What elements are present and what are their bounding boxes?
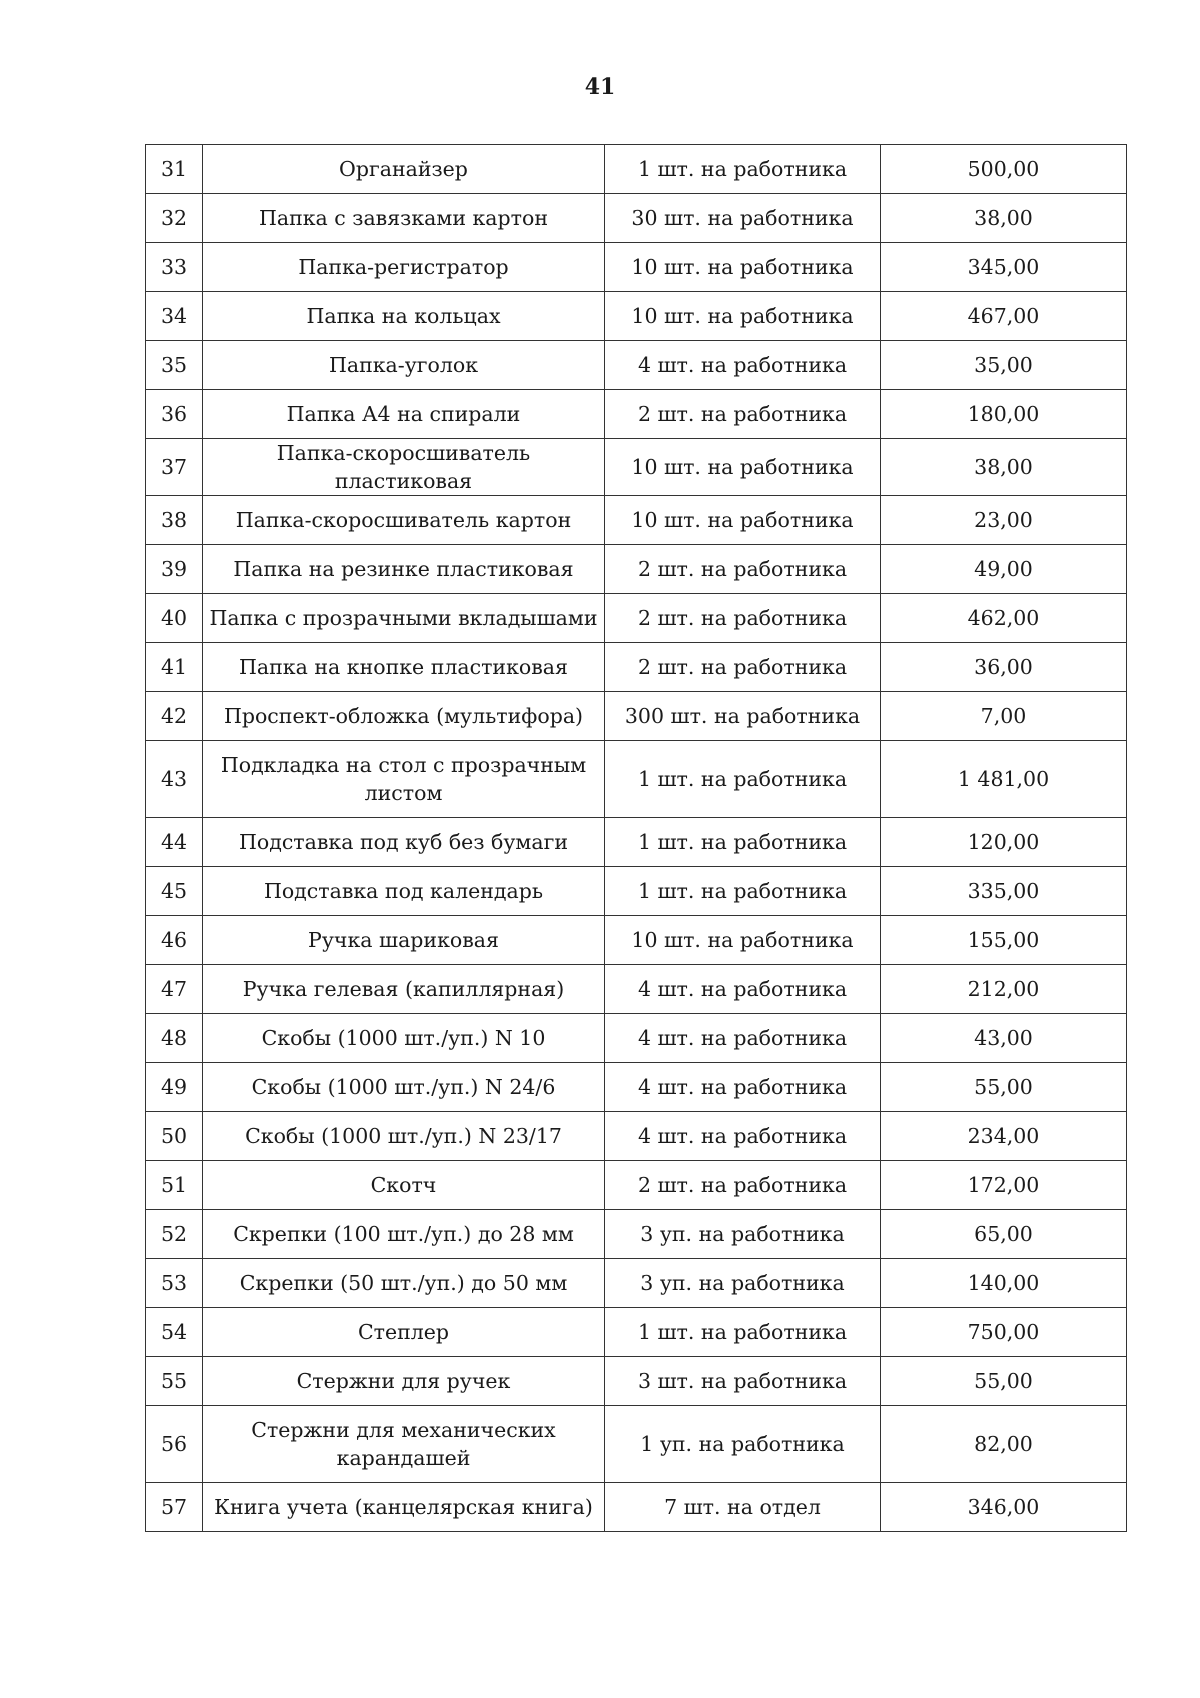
row-number: 41 (146, 643, 203, 692)
row-number: 55 (146, 1357, 203, 1406)
table-row (146, 692, 1127, 741)
item-norm: 10 шт. на работника (605, 916, 881, 965)
table-row (146, 1259, 1127, 1308)
item-norm: 1 шт. на работника (605, 867, 881, 916)
item-norm: 3 шт. на работника (605, 1357, 881, 1406)
item-norm: 2 шт. на работника (605, 594, 881, 643)
item-name: Скобы (1000 шт./уп.) N 23/17 (203, 1112, 605, 1161)
item-name: Скобы (1000 шт./уп.) N 10 (203, 1014, 605, 1063)
row-number: 46 (146, 916, 203, 965)
item-name: Скобы (1000 шт./уп.) N 24/6 (203, 1063, 605, 1112)
item-norm: 7 шт. на отдел (605, 1483, 881, 1532)
item-price: 234,00 (881, 1112, 1127, 1161)
item-price: 500,00 (881, 145, 1127, 194)
item-norm: 2 шт. на работника (605, 1161, 881, 1210)
item-price: 140,00 (881, 1259, 1127, 1308)
item-name: Папка на кнопке пластиковая (203, 643, 605, 692)
item-name: Органайзер (203, 145, 605, 194)
item-name: Папка А4 на спирали (203, 390, 605, 439)
row-number: 43 (146, 741, 203, 818)
row-number: 50 (146, 1112, 203, 1161)
table-row (146, 545, 1127, 594)
item-price: 120,00 (881, 818, 1127, 867)
item-norm: 3 уп. на работника (605, 1210, 881, 1259)
item-name: Подставка под куб без бумаги (203, 818, 605, 867)
item-name: Стержни для механических карандашей (203, 1406, 605, 1483)
item-price: 65,00 (881, 1210, 1127, 1259)
row-number: 47 (146, 965, 203, 1014)
item-name: Папка на резинке пластиковая (203, 545, 605, 594)
table-row (146, 194, 1127, 243)
item-name: Папка на кольцах (203, 292, 605, 341)
table-row (146, 1357, 1127, 1406)
table-row (146, 818, 1127, 867)
item-price: 82,00 (881, 1406, 1127, 1483)
table-row (146, 741, 1127, 818)
item-norm: 1 шт. на работника (605, 1308, 881, 1357)
table-row (146, 1112, 1127, 1161)
item-norm: 10 шт. на работника (605, 292, 881, 341)
item-name: Подставка под календарь (203, 867, 605, 916)
row-number: 36 (146, 390, 203, 439)
row-number: 42 (146, 692, 203, 741)
item-name: Папка-регистратор (203, 243, 605, 292)
item-norm: 10 шт. на работника (605, 243, 881, 292)
item-norm: 2 шт. на работника (605, 390, 881, 439)
item-norm: 4 шт. на работника (605, 341, 881, 390)
item-name: Папка-уголок (203, 341, 605, 390)
item-norm: 300 шт. на работника (605, 692, 881, 741)
row-number: 33 (146, 243, 203, 292)
row-number: 39 (146, 545, 203, 594)
table-row (146, 1406, 1127, 1483)
item-price: 36,00 (881, 643, 1127, 692)
table-row (146, 145, 1127, 194)
table-row (146, 439, 1127, 496)
item-norm: 1 шт. на работника (605, 145, 881, 194)
table-row (146, 1014, 1127, 1063)
item-name: Папка-скоросшиватель картон (203, 496, 605, 545)
item-norm: 2 шт. на работника (605, 643, 881, 692)
page-number: 41 (584, 74, 616, 100)
table-row (146, 292, 1127, 341)
supplies-table-body (146, 145, 1127, 1532)
row-number: 35 (146, 341, 203, 390)
table-row (146, 916, 1127, 965)
item-price: 23,00 (881, 496, 1127, 545)
item-norm: 4 шт. на работника (605, 1112, 881, 1161)
item-norm: 4 шт. на работника (605, 1014, 881, 1063)
item-price: 38,00 (881, 194, 1127, 243)
row-number: 38 (146, 496, 203, 545)
item-price: 7,00 (881, 692, 1127, 741)
table-row (146, 1308, 1127, 1357)
row-number: 52 (146, 1210, 203, 1259)
item-price: 1 481,00 (881, 741, 1127, 818)
item-norm: 3 уп. на работника (605, 1259, 881, 1308)
item-name: Папка с завязками картон (203, 194, 605, 243)
row-number: 53 (146, 1259, 203, 1308)
item-price: 55,00 (881, 1063, 1127, 1112)
item-norm: 30 шт. на работника (605, 194, 881, 243)
item-price: 55,00 (881, 1357, 1127, 1406)
item-name: Скрепки (100 шт./уп.) до 28 мм (203, 1210, 605, 1259)
item-norm: 4 шт. на работника (605, 965, 881, 1014)
table-row (146, 341, 1127, 390)
item-norm: 1 шт. на работника (605, 818, 881, 867)
item-norm: 1 уп. на работника (605, 1406, 881, 1483)
item-price: 750,00 (881, 1308, 1127, 1357)
item-price: 467,00 (881, 292, 1127, 341)
row-number: 56 (146, 1406, 203, 1483)
item-price: 172,00 (881, 1161, 1127, 1210)
item-name: Ручка шариковая (203, 916, 605, 965)
item-norm: 1 шт. на работника (605, 741, 881, 818)
item-price: 345,00 (881, 243, 1127, 292)
row-number: 31 (146, 145, 203, 194)
table-row (146, 496, 1127, 545)
table-row (146, 594, 1127, 643)
table-row (146, 390, 1127, 439)
item-name: Ручка гелевая (капиллярная) (203, 965, 605, 1014)
row-number: 44 (146, 818, 203, 867)
row-number: 34 (146, 292, 203, 341)
item-norm: 10 шт. на работника (605, 439, 881, 496)
table-row (146, 1161, 1127, 1210)
table-row (146, 867, 1127, 916)
item-price: 346,00 (881, 1483, 1127, 1532)
item-name: Скотч (203, 1161, 605, 1210)
item-price: 155,00 (881, 916, 1127, 965)
item-norm: 4 шт. на работника (605, 1063, 881, 1112)
table-row (146, 965, 1127, 1014)
item-norm: 10 шт. на работника (605, 496, 881, 545)
item-norm: 2 шт. на работника (605, 545, 881, 594)
item-name: Стержни для ручек (203, 1357, 605, 1406)
item-price: 462,00 (881, 594, 1127, 643)
row-number: 32 (146, 194, 203, 243)
table-row (146, 1483, 1127, 1532)
item-name: Проспект-обложка (мультифора) (203, 692, 605, 741)
item-price: 335,00 (881, 867, 1127, 916)
table-row (146, 1210, 1127, 1259)
item-price: 35,00 (881, 341, 1127, 390)
row-number: 37 (146, 439, 203, 496)
row-number: 45 (146, 867, 203, 916)
item-name: Папка-скоросшиватель пластиковая (203, 439, 605, 496)
table-row (146, 643, 1127, 692)
item-name: Скрепки (50 шт./уп.) до 50 мм (203, 1259, 605, 1308)
item-price: 180,00 (881, 390, 1127, 439)
item-name: Папка с прозрачными вкладышами (203, 594, 605, 643)
row-number: 51 (146, 1161, 203, 1210)
row-number: 49 (146, 1063, 203, 1112)
item-price: 38,00 (881, 439, 1127, 496)
item-name: Книга учета (канцелярская книга) (203, 1483, 605, 1532)
supplies-table (145, 144, 1127, 1532)
row-number: 40 (146, 594, 203, 643)
row-number: 57 (146, 1483, 203, 1532)
item-name: Степлер (203, 1308, 605, 1357)
item-price: 49,00 (881, 545, 1127, 594)
table-row (146, 1063, 1127, 1112)
row-number: 54 (146, 1308, 203, 1357)
item-price: 212,00 (881, 965, 1127, 1014)
row-number: 48 (146, 1014, 203, 1063)
item-name: Подкладка на стол с прозрачным листом (203, 741, 605, 818)
item-price: 43,00 (881, 1014, 1127, 1063)
table-row (146, 243, 1127, 292)
